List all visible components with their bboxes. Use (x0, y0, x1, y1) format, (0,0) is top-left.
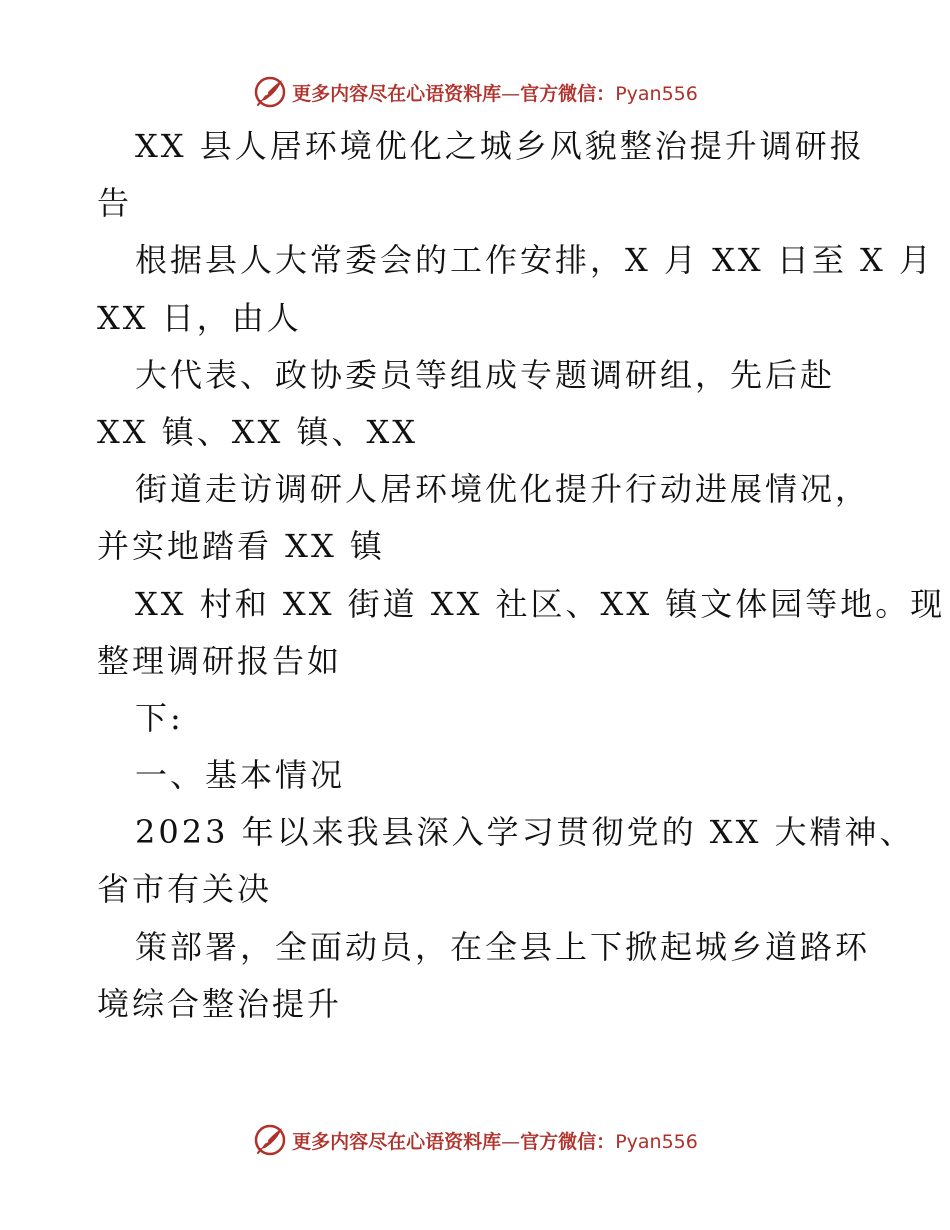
watermark-text: 更多内容尽在心语资料库—官方微信：Pyan556 (292, 82, 698, 105)
text-line: 大代表、政协委员等组成专题调研组，先后赴 (135, 355, 836, 394)
text-line: 告 (97, 184, 133, 223)
section-heading: 一、基本情况 (135, 756, 346, 795)
text-line: XX 县人居环境优化之城乡风貌整治提升调研报 (135, 127, 865, 165)
document-body (97, 118, 946, 1033)
text-line: XX 镇、XX 镇、XX (97, 412, 419, 451)
watermark-text: 更多内容尽在心语资料库—官方微信：Pyan556 (292, 1130, 698, 1153)
quill-pen-logo-icon (252, 1122, 288, 1158)
text-line: 根据县人大常委会的工作安排，X 月 XX 日至 X 月 (135, 241, 934, 280)
text-line: 下: (135, 698, 184, 737)
quill-pen-logo-icon (252, 74, 288, 110)
text-line: 省市有关决 (97, 870, 273, 909)
text-line: 街道走访调研人居环境优化提升行动进展情况， (135, 470, 871, 509)
text-line: 境综合整治提升 (97, 984, 343, 1023)
text-line: XX 日，由人 (97, 298, 302, 337)
text-line: 并实地踏看 XX 镇 (97, 527, 385, 566)
text-line: 整理调研报告如 (97, 641, 343, 680)
text-line: 2023 年以来我县深入学习贯彻党的 XX 大精神、 (135, 813, 915, 852)
footer-watermark (0, 1120, 950, 1160)
text-line: 策部署，全面动员，在全县上下掀起城乡道路环 (135, 927, 871, 966)
header-watermark (0, 72, 950, 112)
text-line: XX 村和 XX 街道 XX 社区、XX 镇文体园等地。现 (135, 584, 946, 623)
